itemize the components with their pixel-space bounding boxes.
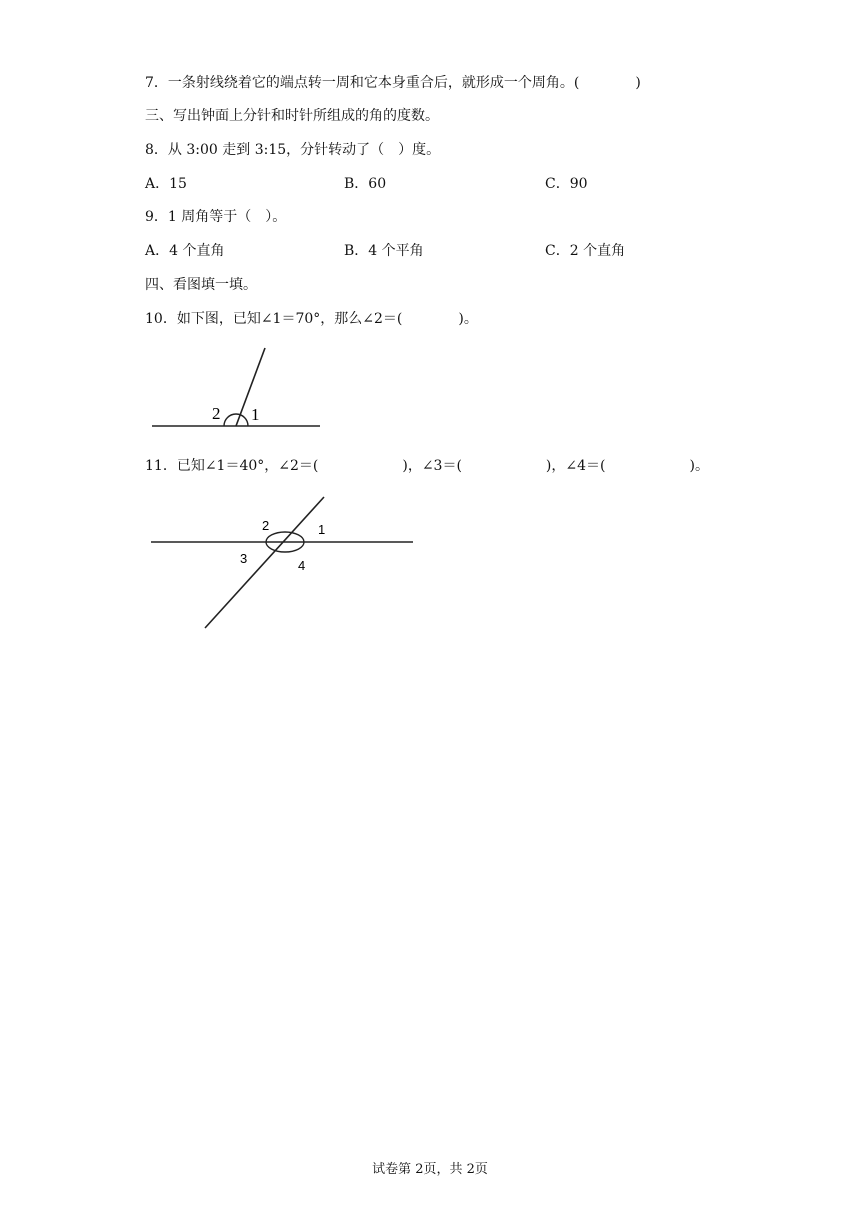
question-10: 10．如下图，已知∠1＝70°，那么∠2＝( )。 xyxy=(145,311,478,327)
q9-option-b: B．4 个平角 xyxy=(344,243,424,259)
q10-angle-figure xyxy=(140,340,340,440)
q9-option-a: A．4 个直角 xyxy=(145,243,225,259)
q8-option-c: C．90 xyxy=(545,176,588,192)
angle-label-1: 1 xyxy=(318,522,326,537)
q8-option-b: B．60 xyxy=(344,176,387,192)
question-7: 7．一条射线绕着它的端点转一周和它本身重合后，就形成一个周角。( ) xyxy=(145,75,641,91)
q11-intersecting-lines-figure xyxy=(145,490,425,635)
angle-label-2: 2 xyxy=(212,404,221,423)
section-4-title: 四、看图填一填。 xyxy=(145,277,257,293)
angle-label-4: 4 xyxy=(298,558,306,573)
q9-option-c: C．2 个直角 xyxy=(545,243,626,259)
angle-label-1: 1 xyxy=(251,405,260,424)
page-footer: 试卷第 2页，共 2页 xyxy=(372,1162,488,1177)
slanted-line xyxy=(205,497,324,628)
question-9: 9．1 周角等于（ ）。 xyxy=(145,209,287,225)
question-11: 11．已知∠1＝40°，∠2＝( )，∠3＝( )，∠4＝( )。 xyxy=(145,458,709,474)
q8-option-a: A．15 xyxy=(145,176,187,192)
section-3-title: 三、写出钟面上分针和时针所组成的角的度数。 xyxy=(145,108,439,124)
angle-label-2: 2 xyxy=(262,518,270,533)
angle-label-3: 3 xyxy=(240,551,248,566)
question-8: 8．从 3:00 走到 3:15，分针转动了（ ）度。 xyxy=(145,142,441,158)
